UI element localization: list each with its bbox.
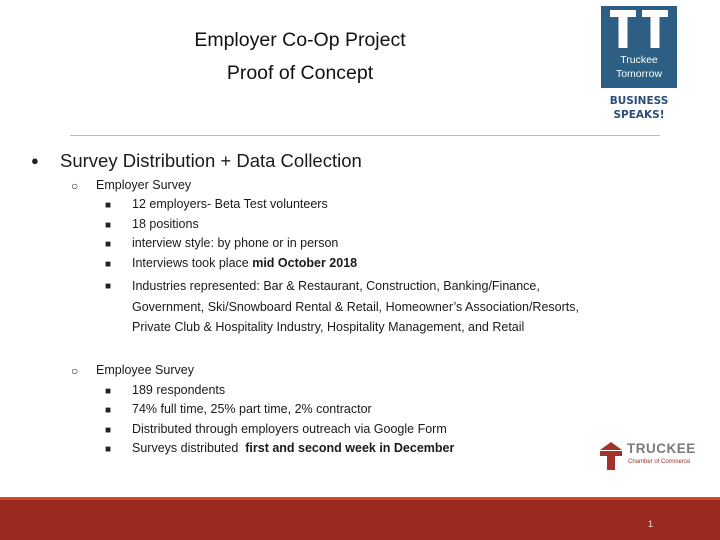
logo-tagline-speaks: SPEAKS! (613, 109, 665, 121)
list-item: 189 respondents (132, 383, 226, 397)
item-bullet-icon: ■ (105, 386, 112, 397)
logo-text-tomorrow: Tomorrow (615, 68, 663, 80)
item-bullet-icon: ■ (105, 281, 112, 292)
sub-bullet-icon: ○ (71, 364, 79, 378)
truckee-tomorrow-logo (601, 6, 677, 88)
title-divider (70, 135, 660, 136)
list-item-interviews (132, 256, 357, 270)
footer-bar (0, 500, 720, 540)
logo-tagline-business: BUSINESS (609, 95, 669, 107)
item-bullet-icon: ■ (105, 220, 112, 231)
item-bullet-icon: ■ (105, 259, 112, 270)
distributed-text: Surveys distributed (132, 441, 246, 455)
item-bullet-icon: ■ (105, 425, 112, 436)
list-item: 74% full time, 25% part time, 2% contractor (132, 402, 372, 416)
distributed-dates: first and second week in December (245, 441, 455, 455)
industries-line-3: Private Club & Hospitality Industry, Hospitality Management, and Retail (132, 320, 525, 334)
list-item-distribution (132, 441, 454, 455)
industries-line-1: Industries represented: Bar & Restaurant, Construction, Banking/Finance, (132, 279, 540, 293)
interviews-text: Interviews took place (132, 256, 253, 270)
sub-bullet-icon: ○ (71, 179, 79, 193)
slide-subtitle: Proof of Concept (226, 62, 374, 84)
logo-text-truckee: Truckee (620, 54, 658, 66)
list-item: Distributed through employers outreach via Google Form (132, 422, 447, 436)
bullet-icon: ● (31, 153, 39, 168)
section-heading: Survey Distribution + Data Collection (60, 150, 362, 171)
industries-line-2: Government, Ski/Snowboard Rental & Retail, Homeowner’s Association/Resorts, (132, 300, 579, 314)
interviews-date: mid October 2018 (252, 256, 358, 270)
item-bullet-icon: ■ (105, 200, 112, 211)
item-bullet-icon: ■ (105, 405, 112, 416)
truckee-chamber-logo (597, 440, 707, 472)
list-item: interview style: by phone or in person (132, 236, 339, 250)
list-item: 18 positions (132, 217, 199, 231)
tt-monogram-icon (609, 9, 669, 49)
chamber-logo-word: TRUCKEE (627, 441, 696, 456)
employer-survey-title: Employer Survey (96, 178, 192, 192)
slide-title: Employer Co-Op Project (194, 29, 406, 51)
page-number: 1 (648, 519, 654, 529)
employee-survey-title: Employee Survey (96, 363, 194, 377)
chamber-logo-subtitle: Chamber of Commerce (628, 459, 691, 465)
item-bullet-icon: ■ (105, 444, 112, 455)
item-bullet-icon: ■ (105, 239, 112, 250)
chamber-t-icon (599, 441, 623, 471)
list-item: 12 employers- Beta Test volunteers (132, 197, 328, 211)
